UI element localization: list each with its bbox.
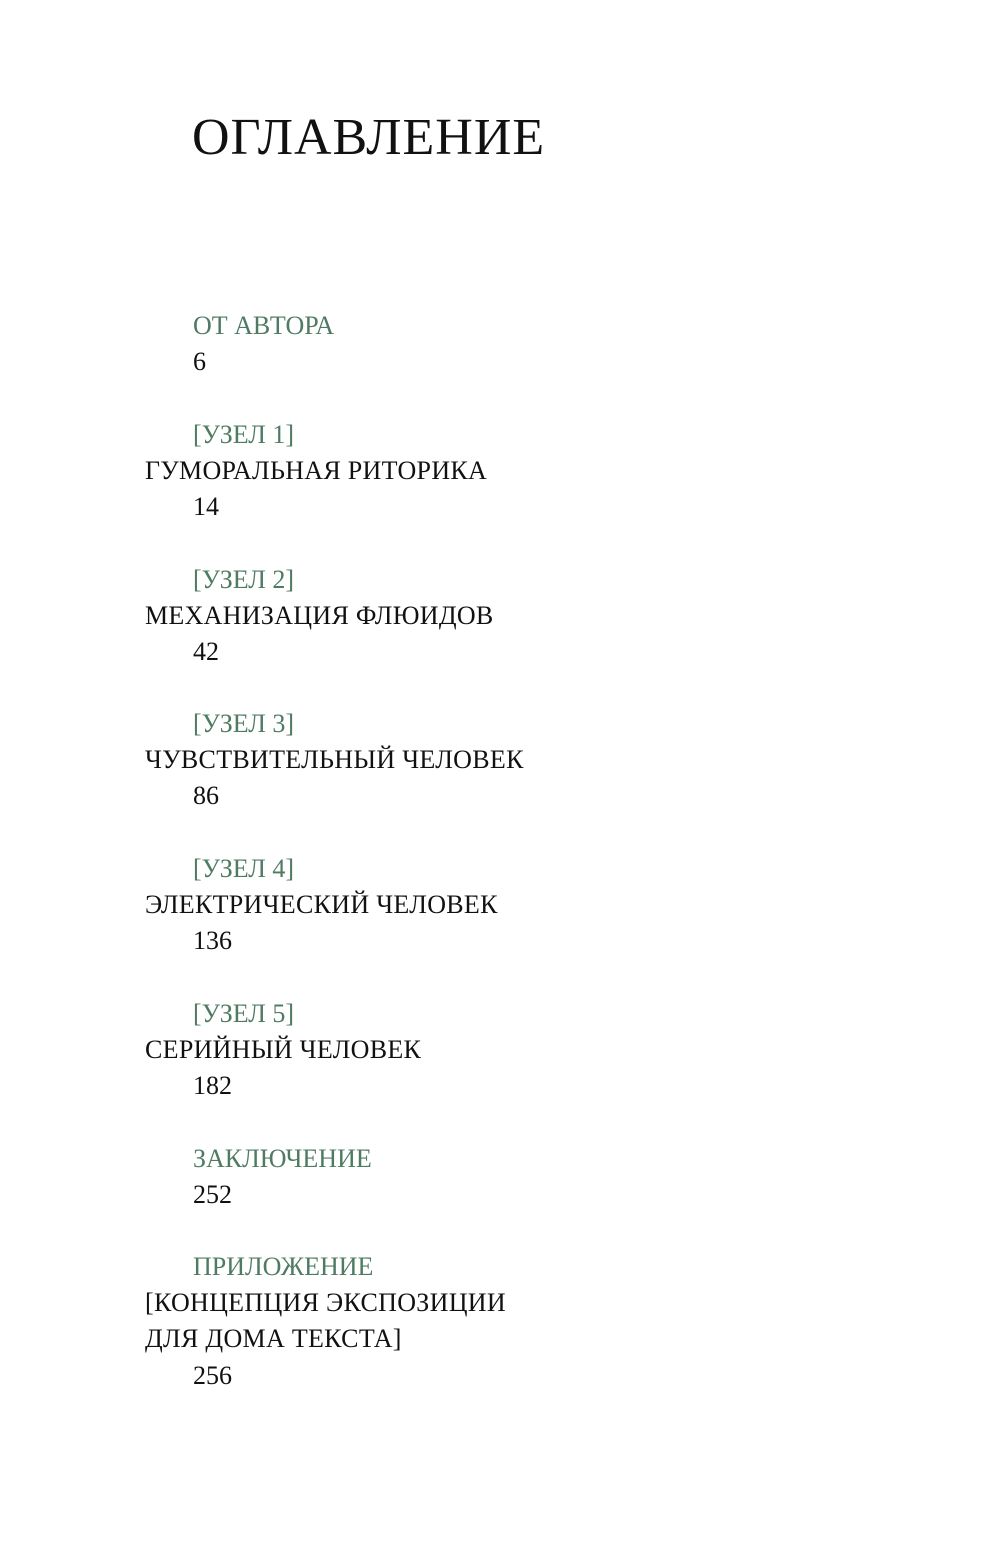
toc-section-label[interactable]: ПРИЛОЖЕНИЕ — [193, 1252, 374, 1281]
toc-page-number[interactable]: 42 — [193, 637, 219, 666]
toc-chapter-title[interactable]: ГУМОРАЛЬНАЯ РИТОРИКА — [145, 456, 488, 485]
toc-section-label[interactable]: [УЗЕЛ 3] — [193, 709, 295, 738]
page-title: ОГЛАВЛЕНИЕ — [192, 109, 546, 166]
toc-section-label[interactable]: [УЗЕЛ 2] — [193, 565, 295, 594]
toc-chapter-title[interactable]: ДЛЯ ДОМА ТЕКСТА] — [145, 1324, 402, 1353]
toc-chapter-title[interactable]: ЧУВСТВИТЕЛЬНЫЙ ЧЕЛОВЕК — [145, 745, 524, 774]
toc-section-label[interactable]: [УЗЕЛ 4] — [193, 854, 295, 883]
toc-page-number[interactable]: 86 — [193, 781, 219, 810]
toc-page-number[interactable]: 256 — [193, 1361, 232, 1390]
toc-page-number[interactable]: 182 — [193, 1071, 232, 1100]
toc-section-label[interactable]: ЗАКЛЮЧЕНИЕ — [193, 1144, 372, 1173]
toc-page-number[interactable]: 136 — [193, 926, 232, 955]
toc-page-number[interactable]: 6 — [193, 347, 206, 376]
toc-page-number[interactable]: 252 — [193, 1180, 232, 1209]
toc-chapter-title[interactable]: ЭЛЕКТРИЧЕСКИЙ ЧЕЛОВЕК — [145, 890, 498, 919]
toc-chapter-title[interactable]: [КОНЦЕПЦИЯ ЭКСПОЗИЦИИ — [145, 1288, 506, 1317]
toc-page-number[interactable]: 14 — [193, 492, 219, 521]
toc-section-label[interactable]: [УЗЕЛ 1] — [193, 420, 295, 449]
toc-chapter-title[interactable]: СЕРИЙНЫЙ ЧЕЛОВЕК — [145, 1035, 422, 1064]
toc-chapter-title[interactable]: МЕХАНИЗАЦИЯ ФЛЮИДОВ — [145, 601, 494, 630]
toc-section-label[interactable]: [УЗЕЛ 5] — [193, 999, 295, 1028]
toc-section-label[interactable]: ОТ АВТОРА — [193, 311, 335, 340]
